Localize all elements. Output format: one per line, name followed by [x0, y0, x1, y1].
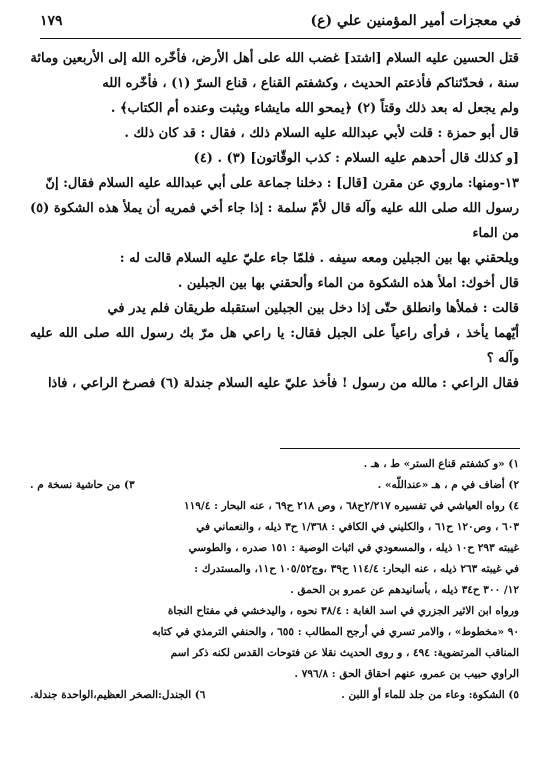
footnote-4-line: ١٢/ ٣٠٠ ح٣٤ ذيله ، بأسانيدهم عن عمرو بن الحمق . [290, 584, 519, 596]
running-title: في معجزات أمير المؤمنين علي (ع) [310, 13, 521, 29]
footnote-4-line: الراوي حبيب بن عمرو، عنهم احقاق الحق : ٧٩٦/٨ . [294, 668, 519, 680]
page-number: ١٧٩ [40, 13, 63, 29]
body-line: رسول الله صلى الله عليه وآله قال لأمّ سلمة : إذا جاء أخي فمريه أن يملأ هذه الشكوة (٥) من الماء [30, 201, 519, 241]
footnote-5: ٥) الشكوة: وعاء من جلد للماء أو اللبن . [341, 689, 519, 701]
body-line: ويلحقني بها بين الجبلين ومعه سيفه . فلمّا جاء عليّ عليه السلام قالت له : [119, 251, 519, 266]
body-line: فقال الراعي : مالله من رسول ! فأخذ عليّ عليه السلام جندلة (٦) فصرخ الراعي ، فاذا [47, 376, 519, 391]
footnote-4-line: في غيبته ٢٦٣ ذيله ، عنه البحار: ١١٤/٤ ح٣٩ ،وج١٠٥/٥٢ ح١١، والمستدرك : [194, 563, 519, 575]
footnote-3: ٣) من حاشية نسخة م . [30, 479, 135, 491]
body-line: قالت : فملأها وانطلق حتّى إذا دخل بين الجبلين استقبله طريقان فلم يدر في [107, 301, 519, 316]
footnote-2: ٢) أضاف في م ، هـ «عنداللّه» . [377, 479, 519, 491]
body-line: ولم يجعل له بعد ذلك وقتاً (٢) ﴿يمحو الله مايشاء ويثبت وعنده أم الكتاب﴾ . [110, 101, 519, 116]
header-rule [40, 38, 521, 39]
footnote-rule [280, 448, 520, 449]
footnote-4-line: المناقب المرتضوية: ٤٩٤ ، و روى الحديث نقلا عن فتوحات القدس لكنه ذكر اسم [170, 647, 519, 659]
body-line: قال أخوك: املأ هذه الشكوة من الماء وألحقني بها بين الجبلين . [177, 276, 519, 291]
footnote-4-line: ٩٠ «مخطوط» ، والامر تسري في أرجح المطالب : ٦٥٥ ، والحنفي الترمذي في كتابه [152, 626, 519, 638]
footnote-4-line: ٤) رواه العياشي في تفسيره ٢/٢١٧ح٦٨ ، وص ٢١٨ ح٦٩ ، عنه البحار : ١١٩/٤ [184, 500, 519, 512]
body-line: [و كذلك قال أحدهم عليه السلام : كذب الوقّاتون] (٣) . (٤) [193, 151, 519, 166]
body-text [30, 46, 519, 396]
body-line: قال أبو حمزة : قلت لأبي عبدالله عليه السلام ذلك ، فقال : قد كان ذلك . [124, 126, 519, 141]
body-line: قتل الحسين عليه السلام [اشتد] غضب الله على أهل الأرض، فأخّره الله إلى الأربعين ومائة [30, 51, 519, 66]
footnotes [30, 454, 519, 706]
footnote-6: ٦) الجندل:الصخر العظيم،الواحدة جندلة. [30, 689, 206, 701]
footnote-row-2-3 [30, 475, 519, 496]
footnote-4-line: ورواه ابن الاثير الجزري في اسد الغابة : ٣٨/٤ نحوه ، واليدخشي في مفتاح النجاة [167, 605, 519, 617]
body-line: ١٣-ومنها: ماروي عن مقرن [قال] : دخلنا جماعة على أبي عبدالله عليه السلام فقال: إنّ [45, 176, 519, 191]
footnote-1: ١) «و كشفتم قناع الستر» ط ، هـ . [363, 458, 519, 470]
body-line: أيّهما يأخذ ، فرأى راعياً على الجبل فقال: يا راعي هل مرّ بك رسول الله صلى الله عليه وآله ؟ [30, 326, 519, 366]
footnote-row-5-6 [30, 685, 519, 706]
footnote-4-line: غيبته ٢٩٣ ح١٠ ذيله ، والمسعودي في اثبات الوصية : ١٥١ صدره ، والطوسي [188, 542, 519, 554]
footnote-4-line: ٦٠٣ ، وص١٢٠ ح٦١ ، والكليني في الكافي : ١/٣٦٨ ح٣ ذيله ، والنعماني في [196, 521, 519, 533]
body-line: سنة ، فحدّثناكم فأذعتم الحديث ، وكشفتم القناع ، قناع السرّ (١) ، فأخّره الله [102, 76, 519, 91]
page-header [40, 8, 521, 34]
